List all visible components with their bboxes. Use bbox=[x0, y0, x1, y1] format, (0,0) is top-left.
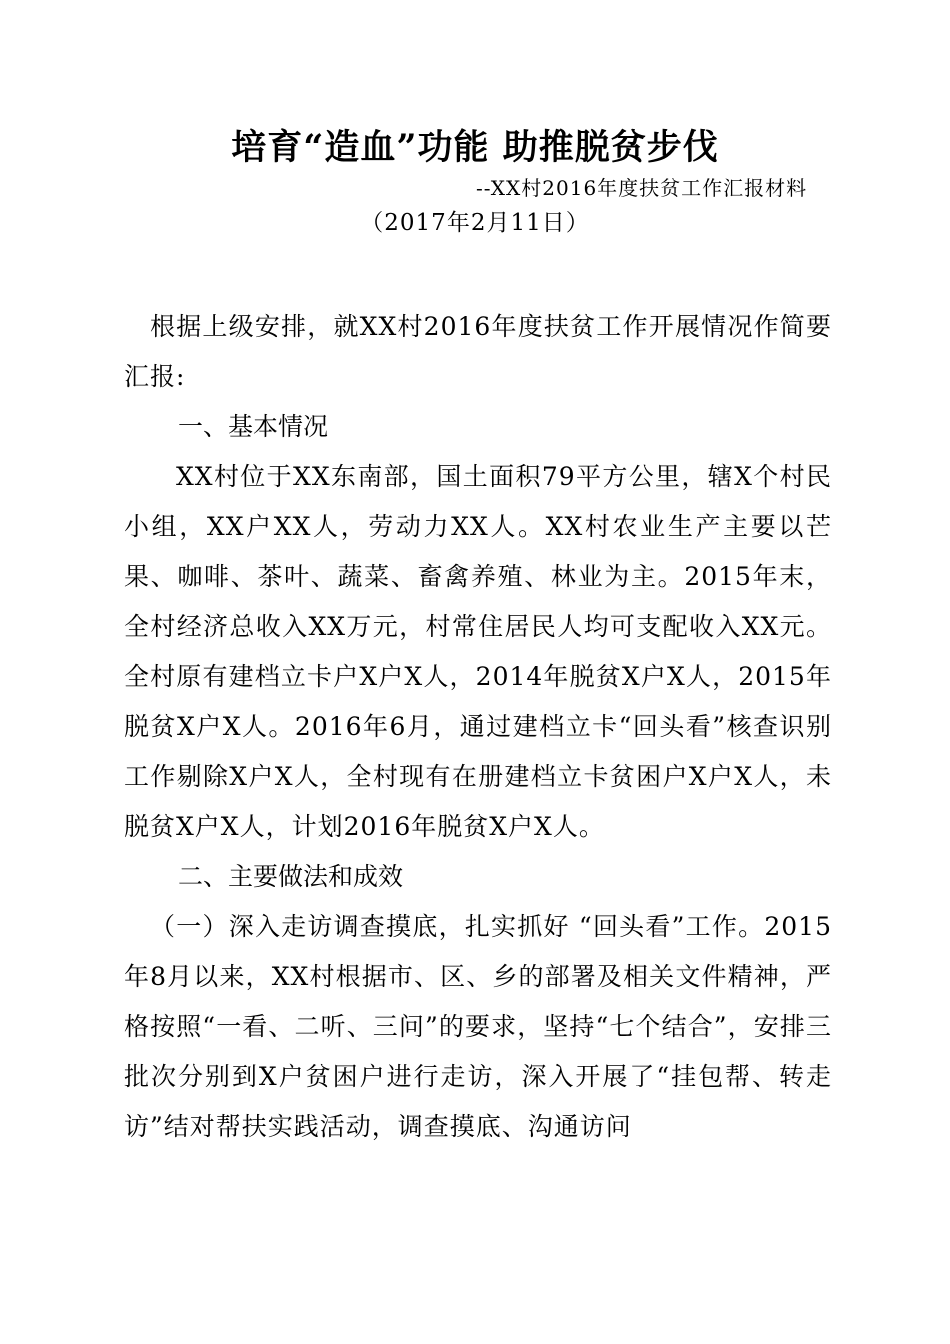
document-date: （2017年2月11日） bbox=[360, 210, 590, 236]
section-heading-basic: 一、基本情况 bbox=[178, 412, 329, 441]
basic-info-paragraph: XX村位于XX东南部，国土面积79平方公里，辖X个村民小组，XX户XX人，劳动力XX人。XX村农业生产主要以芒果、咖啡、茶叶、蔬菜、畜禽养殖、林业为主。2015年末，全村经济总收入XX万元，村常住居民人均可支配收入XX元。全村原有建档立卡户X户X人，2014年脱贫X户X人，2015年脱贫X户X人。2016年6月，通过建档立卡“回头看”核查识别工作剔除X户X人，全村现有在册建档立卡贫困户X户X人，未脱贫X户X人，计划2016年脱贫X户X人。 bbox=[124, 462, 832, 841]
measures-paragraph: （一）深入走访调查摸底，扎实抓好 “回头看”工作。2015年8月以来，XX村根据市、区、乡的部署及相关文件精神，严格按照“一看、二听、三问”的要求，坚持“七个结合”，安排三批次分别到X户贫困户进行走访，深入开展了“挂包帮、转走访”结对帮扶实践活动，调查摸底、沟通访问 bbox=[124, 912, 832, 1141]
intro-paragraph: 根据上级安排，就XX村2016年度扶贫工作开展情况作简要汇报: bbox=[124, 312, 832, 391]
section-heading-measures: 二、主要做法和成效 bbox=[178, 862, 404, 891]
document-body bbox=[124, 302, 832, 1152]
document-subtitle: --XX村2016年度扶贫工作汇报材料 bbox=[476, 176, 808, 200]
document-title: 培育“造血”功能 助推脱贫步伐 bbox=[231, 127, 719, 168]
